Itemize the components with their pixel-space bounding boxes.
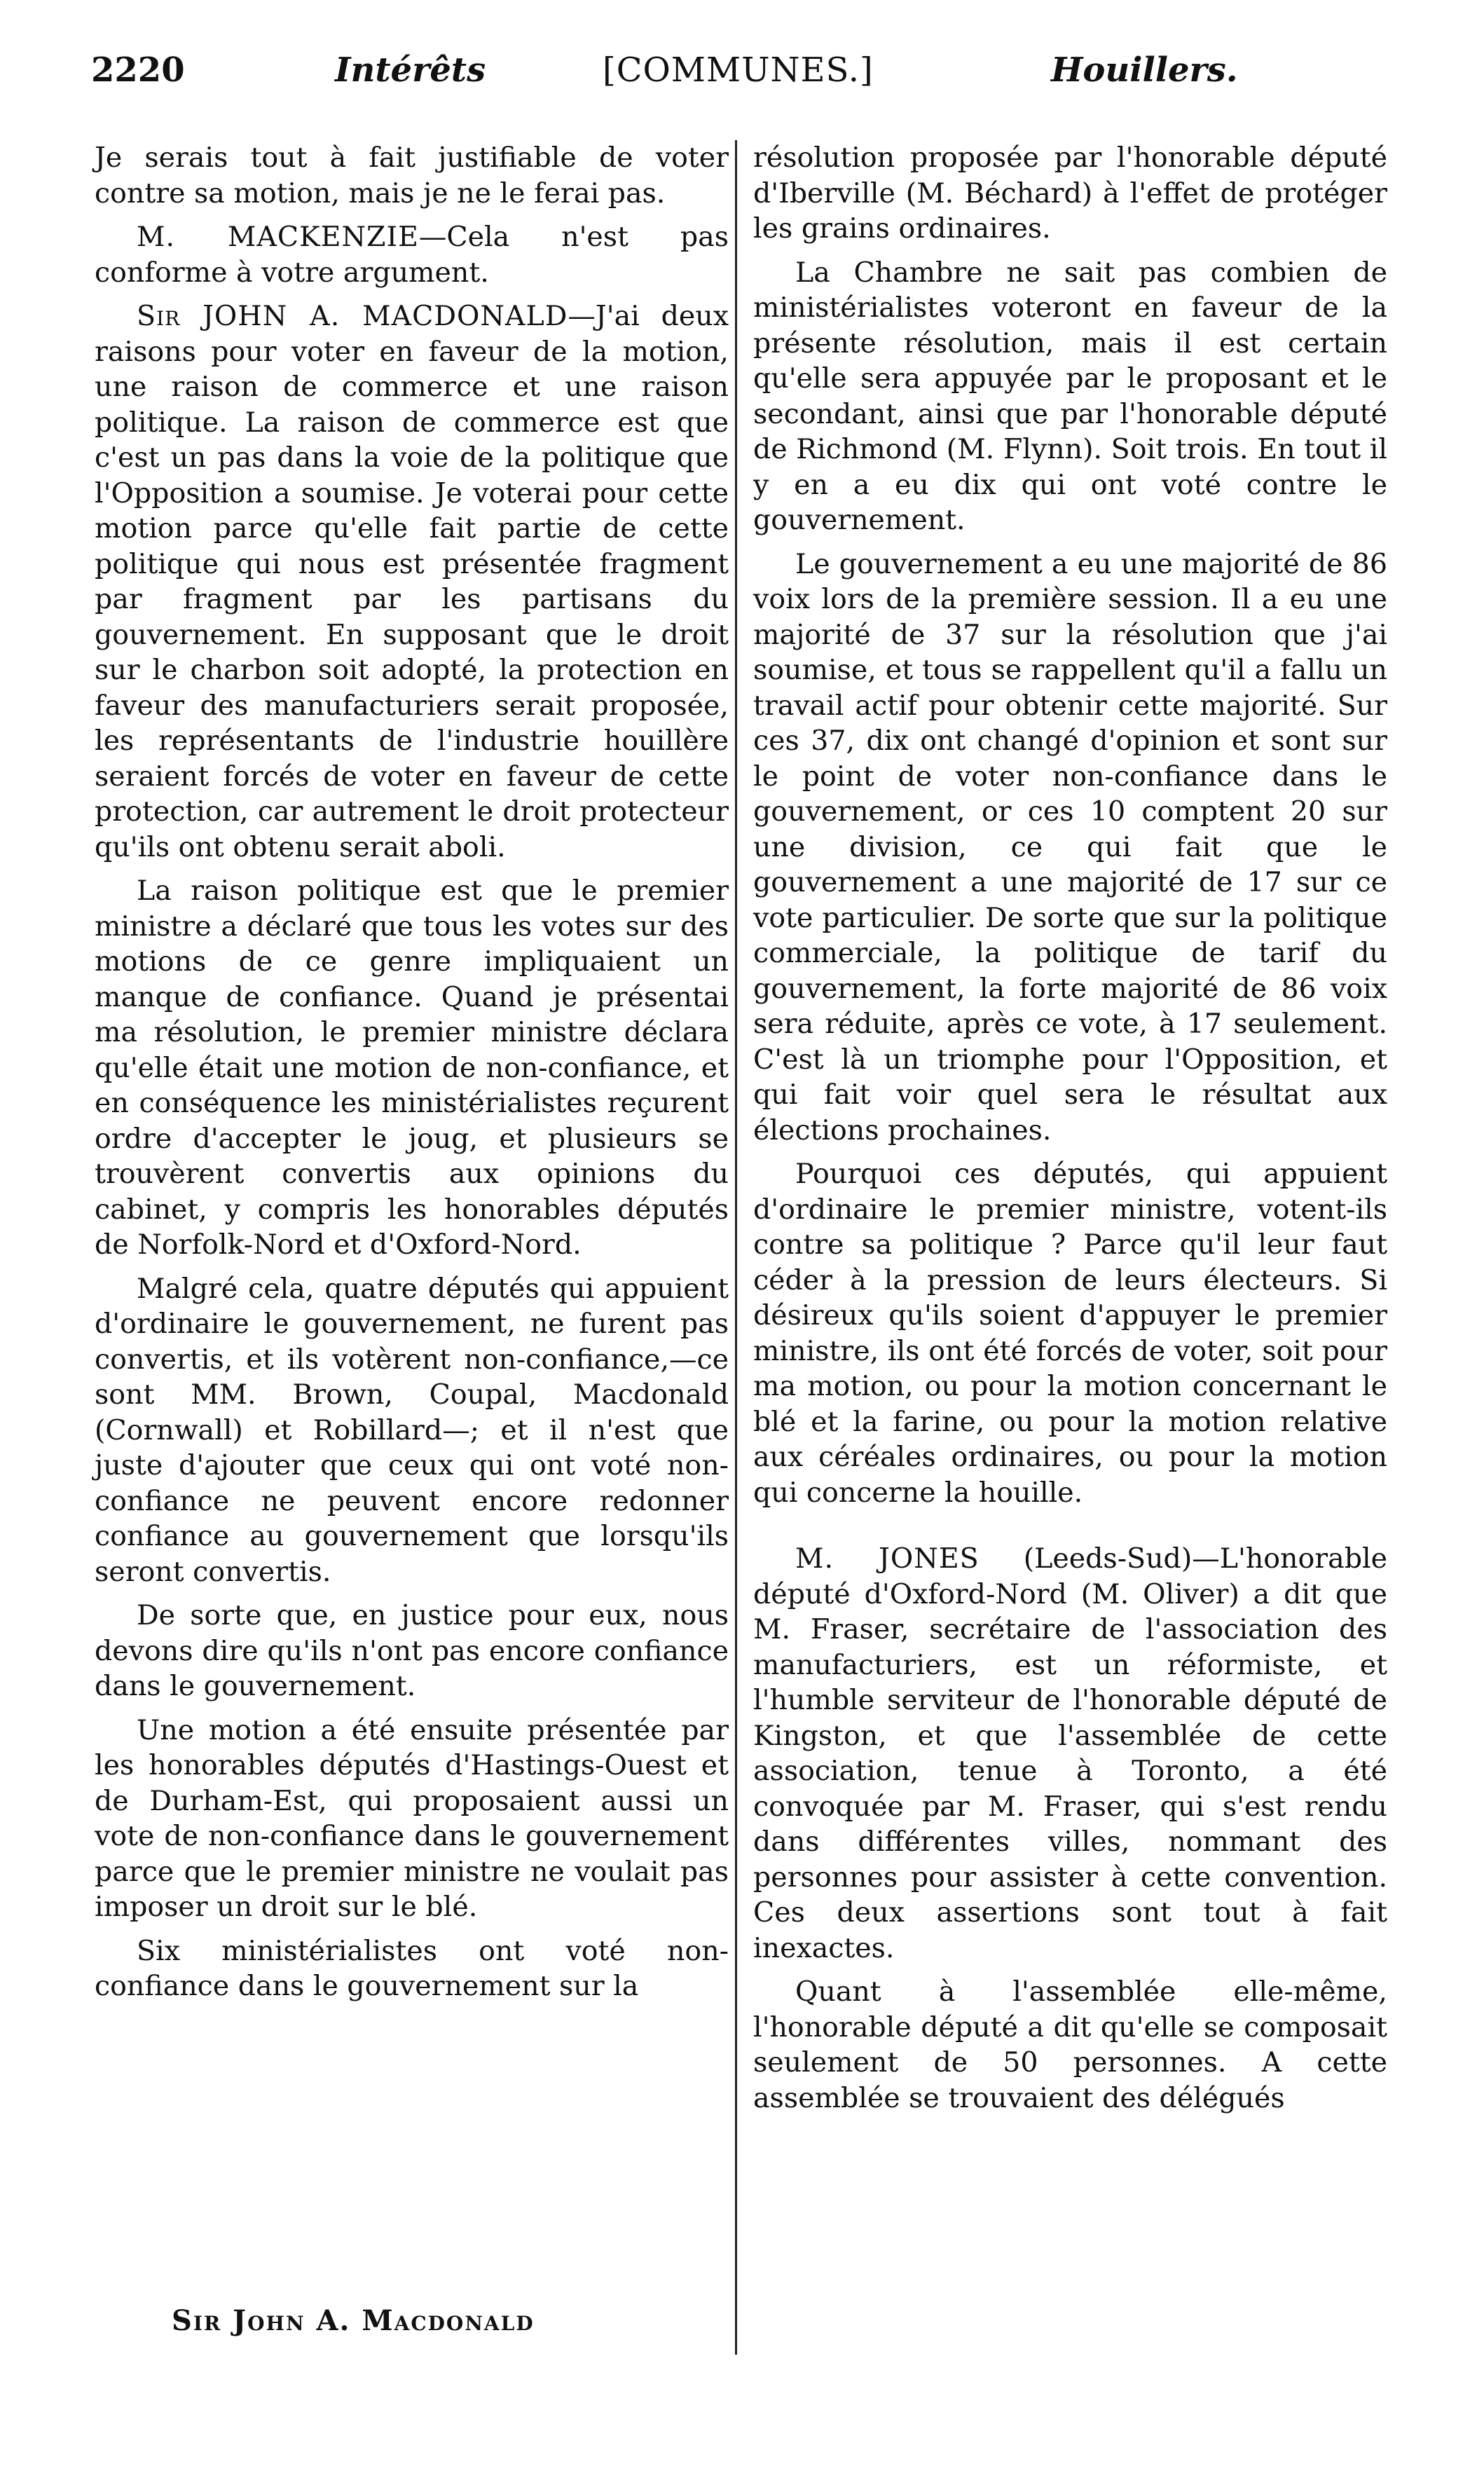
paragraph-text: —Cela n'est pas conforme à votre argument. xyxy=(95,221,729,289)
paragraph-text: —J'ai deux raisons pour voter en faveur de la motion, une raison de commerce et une raison politique. La raison de commerce est que c'est un pas dans la voie de la politique que l'Opposition a soumise. Je voterai pour cette motion parce qu'elle fait partie de cette politique qui nous est présentée fragment par fragment par les partisans du gouvernement. En supposant que le droit sur le charbon soit adopté, la protection en faveur des manufacturiers serait proposée, les représentants de l'industrie houillère seraient forcés de voter en faveur de cette protection, car autrement le droit protecteur qu'ils ont obtenu serait aboli. xyxy=(95,300,729,863)
paragraph-text: résolution proposée par l'honorable député d'Iberville (M. Béchard) à l'effet de protéger les grains ordinaires. xyxy=(753,142,1387,245)
speaker: Sir JOHN A. MACDONALD xyxy=(137,300,568,332)
paragraph xyxy=(753,547,1387,1149)
paragraph xyxy=(95,219,729,290)
right-column xyxy=(753,140,1387,2124)
column-divider xyxy=(735,140,737,2355)
paragraph-text: Pourquoi ces députés, qui appuient d'ordinaire le premier ministre, votent-ils contre sa politique ? Parce qu'il leur faut céder à la pression de leurs électeurs. Si désireux qu'ils soient d'appuyer le premier ministre, ils ont été forcés de voter, soit pour ma motion, ou pour la motion concernant le blé et la farine, ou pour la motion relative aux céréales ordinaires, ou pour la motion qui concerne la houille. xyxy=(753,1158,1387,1509)
paragraph-text: Quant à l'assemblée elle-même, l'honorable député a dit qu'elle se composait seulement de 50 personnes. A cette assemblée se trouvaient des délégués xyxy=(753,1976,1387,2114)
paragraph-text: Malgré cela, quatre députés qui appuient d'ordinaire le gouvernement, ne furent pas convertis, et ils votèrent non-confiance,—ce sont MM. Brown, Coupal, Macdonald (Cornwall) et Robillard—; et il n'est que juste d'ajouter que ceux qui ont voté non-confiance ne peuvent encore redonner confiance au gouvernement que lorsqu'ils seront convertis. xyxy=(95,1272,729,1588)
paragraph xyxy=(753,1974,1387,2116)
paragraph xyxy=(753,140,1387,247)
paragraph-text: Une motion a été ensuite présentée par les honorables députés d'Hastings-Ouest et de Durham-Est, qui proposaient aussi un vote de non-confiance dans le gouvernement parce que le premier ministre ne voulait pas imposer un droit sur le blé. xyxy=(95,1713,729,1923)
paragraph xyxy=(95,1271,729,1590)
paragraph xyxy=(95,1933,729,2004)
paragraph-text: La raison politique est que le premier ministre a déclaré que tous les votes sur des motions de ce genre impliquaient un manque de confiance. Quand je présentai ma résolution, le premier ministre déclara qu'elle était une motion de non-confiance, et en conséquence les ministérialistes reçurent ordre d'accepter le joug, et plusieurs se trouvèrent convertis aux opinions du cabinet, y compris les honorables députés de Norfolk-Nord et d'Oxford-Nord. xyxy=(95,875,729,1261)
paragraph xyxy=(95,299,729,865)
header-right-title: Houillers. xyxy=(1051,50,1238,90)
paragraph-text: Le gouvernement a eu une majorité de 86 voix lors de la première session. Il a eu une majorité de 37 sur la résolution que j'ai soumise, et tous se rappellent qu'il a fallu un travail actif pour obtenir cette majorité. Sur ces 37, dix ont changé d'opinion et sont sur le point de voter non-confiance dans le gouvernement, or ces 10 comptent 20 sur une division, ce qui fait que le gouvernement a une majorité de 17 sur ce vote particulier. De sorte que sur la politique commerciale, la politique de tarif du gouvernement, la forte majorité de 86 voix sera réduite, après ce vote, à 17 seulement. C'est là un triomphe pour l'Opposition, et qui fait voir quel sera le résultat aux élections prochaines. xyxy=(753,547,1387,1146)
speaker: M. MACKENZIE xyxy=(137,221,419,253)
paragraph xyxy=(753,1156,1387,1510)
paragraph-text: De sorte que, en justice pour eux, nous devons dire qu'ils n'ont pas encore confiance dans le gouvernement. xyxy=(95,1599,729,1702)
paragraph-text: Six ministérialistes ont voté non-confiance dans le gouvernement sur la xyxy=(95,1934,729,2002)
paragraph-text: (Leeds-Sud)—L'honorable député d'Oxford-Nord (M. Oliver) a dit que M. Fraser, secrétaire de l'association des manufacturiers, est un réformiste, et l'humble serviteur de l'honorable député de Kingston, et que l'assemblée de cette association, tenue à Toronto, a été convoquée par M. Fraser, qui s'est rendu dans différentes villes, nommant des personnes pour assister à cette convention. Ces deux assertions sont tout à fait inexactes. xyxy=(753,1542,1387,1964)
paragraph xyxy=(95,1713,729,1925)
page-number: 2220 xyxy=(91,50,185,90)
paragraph xyxy=(95,1598,729,1704)
paragraph xyxy=(753,1541,1387,1966)
paragraph xyxy=(95,873,729,1263)
running-header xyxy=(0,50,1484,107)
paragraph xyxy=(753,255,1387,538)
paragraph-text: La Chambre ne sait pas combien de ministérialistes voteront en faveur de la présente résolution, mais il est certain qu'elle sera appuyée par le proposant et le secondant, ainsi que par l'honorable député de Richmond (M. Flynn). Soit trois. En tout il y en a eu dix qui ont voté contre le gouvernement. xyxy=(753,256,1387,536)
speaker: M. JONES xyxy=(795,1542,980,1575)
paragraph xyxy=(95,140,729,211)
left-column xyxy=(95,140,729,2013)
header-left-title: Intérêts xyxy=(335,50,486,90)
paragraph-text: Je serais tout à fait justifiable de voter contre sa motion, mais je ne le ferai pas. xyxy=(95,142,729,210)
catchword-footer: Sir John A. Macdonald xyxy=(172,2304,535,2337)
header-center-title: [COMMUNES.] xyxy=(603,50,874,90)
